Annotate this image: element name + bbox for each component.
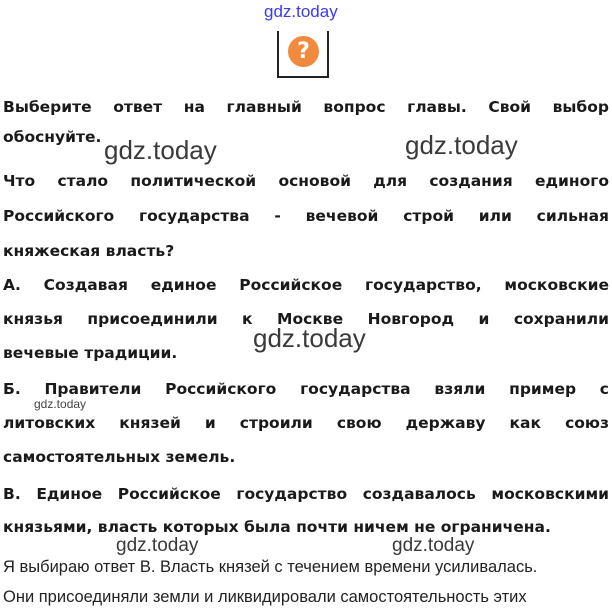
question-line: княжеская власть? [3,242,175,260]
watermark-top: gdz.today [264,2,338,21]
option-line: самостоятельных земель. [3,448,236,466]
question-line: Российского государства - вечевой строй или сильная [3,207,609,225]
answer-line: Они присоединяли земли и ликвидировали самостоятельность этих [3,588,527,606]
option-v [3,478,609,544]
answer-line: Я выбираю ответ В. Власть князей с течением времени усиливалась. [3,558,538,576]
task-text [3,92,609,152]
question-mark-icon: ? [288,36,319,67]
watermark: gdz.today [116,535,199,556]
watermark: gdz.today [253,323,366,353]
option-line: А. Создавая единое Российское государство, московские [3,276,609,294]
question-line: Что стало политической основой для создания единого [3,172,609,190]
watermark: gdz.today [405,130,518,160]
question-icon-frame [277,31,329,78]
option-b [3,372,609,474]
task-line: Выберите ответ на главный вопрос главы. Свой выбор [3,98,609,116]
main-question [3,164,609,269]
option-line: вечевые традиции. [3,344,178,362]
option-line: Б. Правители Российского государства взяли пример с [3,380,609,398]
option-line: В. Единое Российское государство создавалось московскими [3,485,609,503]
watermark: gdz.today [34,397,87,411]
watermark: gdz.today [104,135,217,165]
option-line: литовских князей и строили свою державу как союз [3,414,609,432]
watermark: gdz.today [392,535,475,556]
option-line: князья присоединили к Москве Новгород и сохранили [3,310,609,328]
option-line: князьями, власть которых была почти ничем не ограничена. [3,518,551,536]
task-line: обоснуйте. [3,128,102,146]
answer-text [3,552,609,610]
option-a [3,268,609,370]
